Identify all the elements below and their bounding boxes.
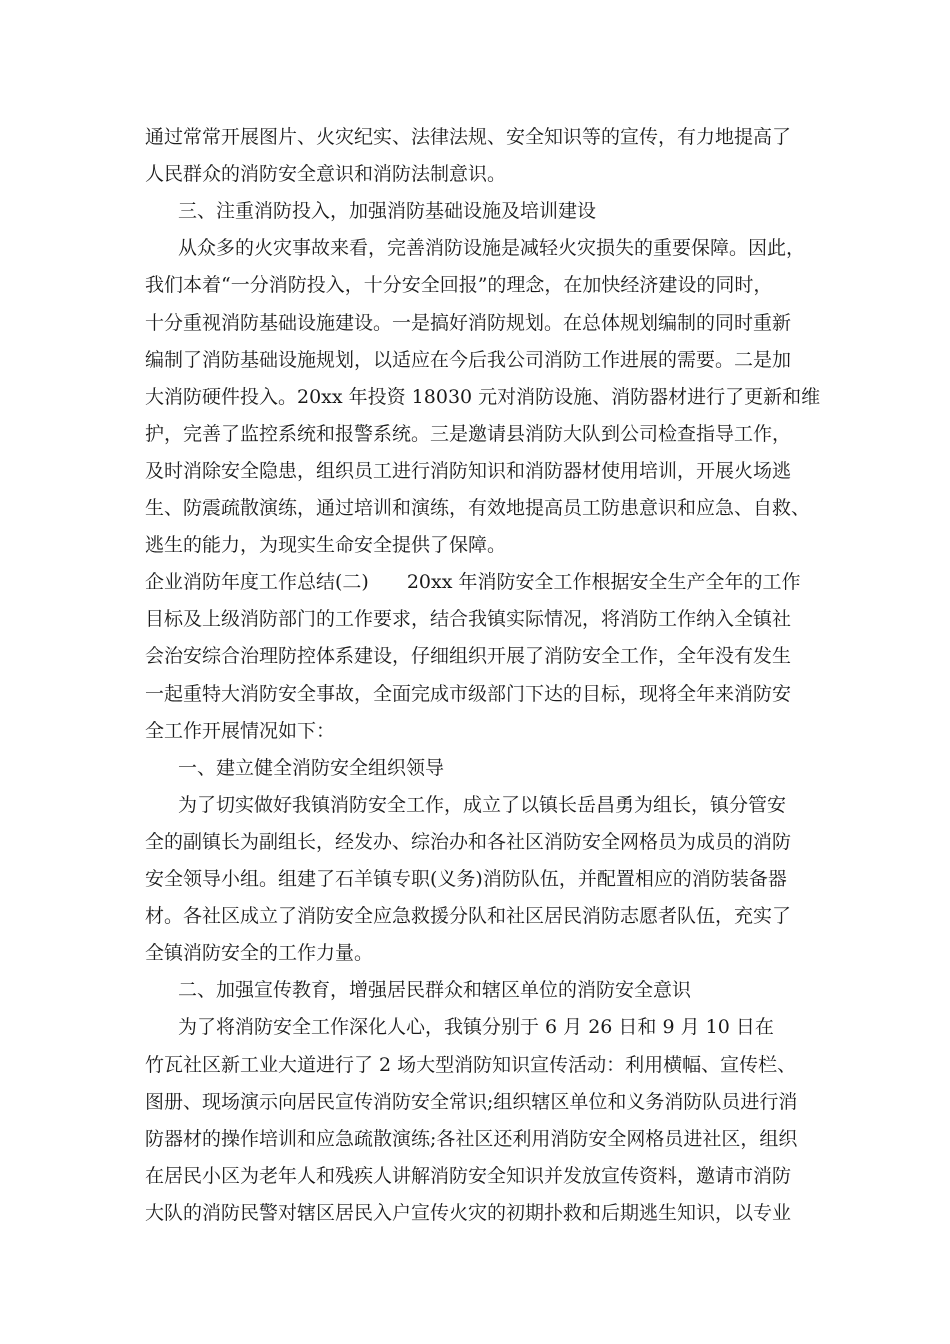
text-line: 三、注重消防投入，加强消防基础设施及培训建设 (178, 200, 597, 222)
text-line: 安全领导小组。组建了石羊镇专职(义务)消防队伍，并配置相应的消防装备器 (145, 868, 787, 890)
text-line: 通过常常开展图片、火灾纪实、法律法规、安全知识等的宣传，有力地提高了 (145, 126, 792, 148)
text-line: 二、加强宣传教育，增强居民群众和辖区单位的消防安全意识 (178, 979, 692, 1001)
text-line: 全工作开展情况如下： (145, 720, 336, 742)
text-line: 护，完善了监控系统和报警系统。三是邀请县消防大队到公司检查指导工作， (145, 423, 792, 445)
text-line: 图册、现场演示向居民宣传消防安全常识;组织辖区单位和义务消防队员进行消 (145, 1091, 798, 1113)
text-line: 大消防硬件投入。20xx 年投资 18030 元对消防设施、消防器材进行了更新和维 (145, 386, 821, 408)
text-line: 目标及上级消防部门的工作要求，结合我镇实际情况，将消防工作纳入全镇社 (145, 608, 792, 630)
text-line: 会治安综合治理防控体系建设，仔细组织开展了消防安全工作，全年没有发生 (145, 645, 792, 667)
text-line: 材。各社区成立了消防安全应急救援分队和社区居民消防志愿者队伍，充实了 (145, 905, 792, 927)
text-line: 在居民小区为老年人和残疾人讲解消防安全知识并发放宣传资料，邀请市消防 (145, 1165, 792, 1187)
text-line: 防器材的操作培训和应急疏散演练;各社区还利用消防安全网格员进社区，组织 (145, 1128, 798, 1150)
text-line: 人民群众的消防安全意识和消防法制意识。 (145, 163, 507, 185)
text-line: 从众多的火灾事故来看，完善消防设施是减轻火灾损失的重要保障。因此， (178, 237, 806, 259)
text-line: 我们本着“一分消防投入，十分安全回报”的理念，在加快经济建设的同时， (145, 274, 773, 296)
text-line: 逃生的能力，为现实生命安全提供了保障。 (145, 534, 507, 556)
text-line: 十分重视消防基础设施建设。一是搞好消防规划。在总体规划编制的同时重新 (145, 312, 792, 334)
text-line: 一起重特大消防安全事故，全面完成市级部门下达的目标，现将全年来消防安 (145, 683, 792, 705)
text-line: 生、防震疏散演练，通过培训和演练，有效地提高员工防患意识和应急、自救、 (145, 497, 811, 519)
text-line: 及时消除安全隐患，组织员工进行消防知识和消防器材使用培训，开展火场逃 (145, 460, 792, 482)
text-line: 企业消防年度工作总结(二) 20xx 年消防安全工作根据安全生产全年的工作 (145, 571, 801, 593)
text-line: 大队的消防民警对辖区居民入户宣传火灾的初期扑救和后期逃生知识，以专业 (145, 1202, 792, 1224)
text-line: 全的副镇长为副组长，经发办、综治办和各社区消防安全网格员为成员的消防 (145, 831, 792, 853)
text-line: 为了将消防安全工作深化人心，我镇分别于 6 月 26 日和 9 月 10 日在 (178, 1016, 774, 1038)
text-line: 编制了消防基础设施规划，以适应在今后我公司消防工作进展的需要。二是加 (145, 349, 792, 371)
text-line: 全镇消防安全的工作力量。 (145, 942, 374, 964)
text-line: 为了切实做好我镇消防安全工作，成立了以镇长岳昌勇为组长，镇分管安 (178, 794, 787, 816)
text-line: 一、建立健全消防安全组织领导 (178, 757, 445, 779)
text-line: 竹瓦社区新工业大道进行了 2 场大型消防知识宣传活动：利用横幅、宣传栏、 (145, 1054, 797, 1076)
